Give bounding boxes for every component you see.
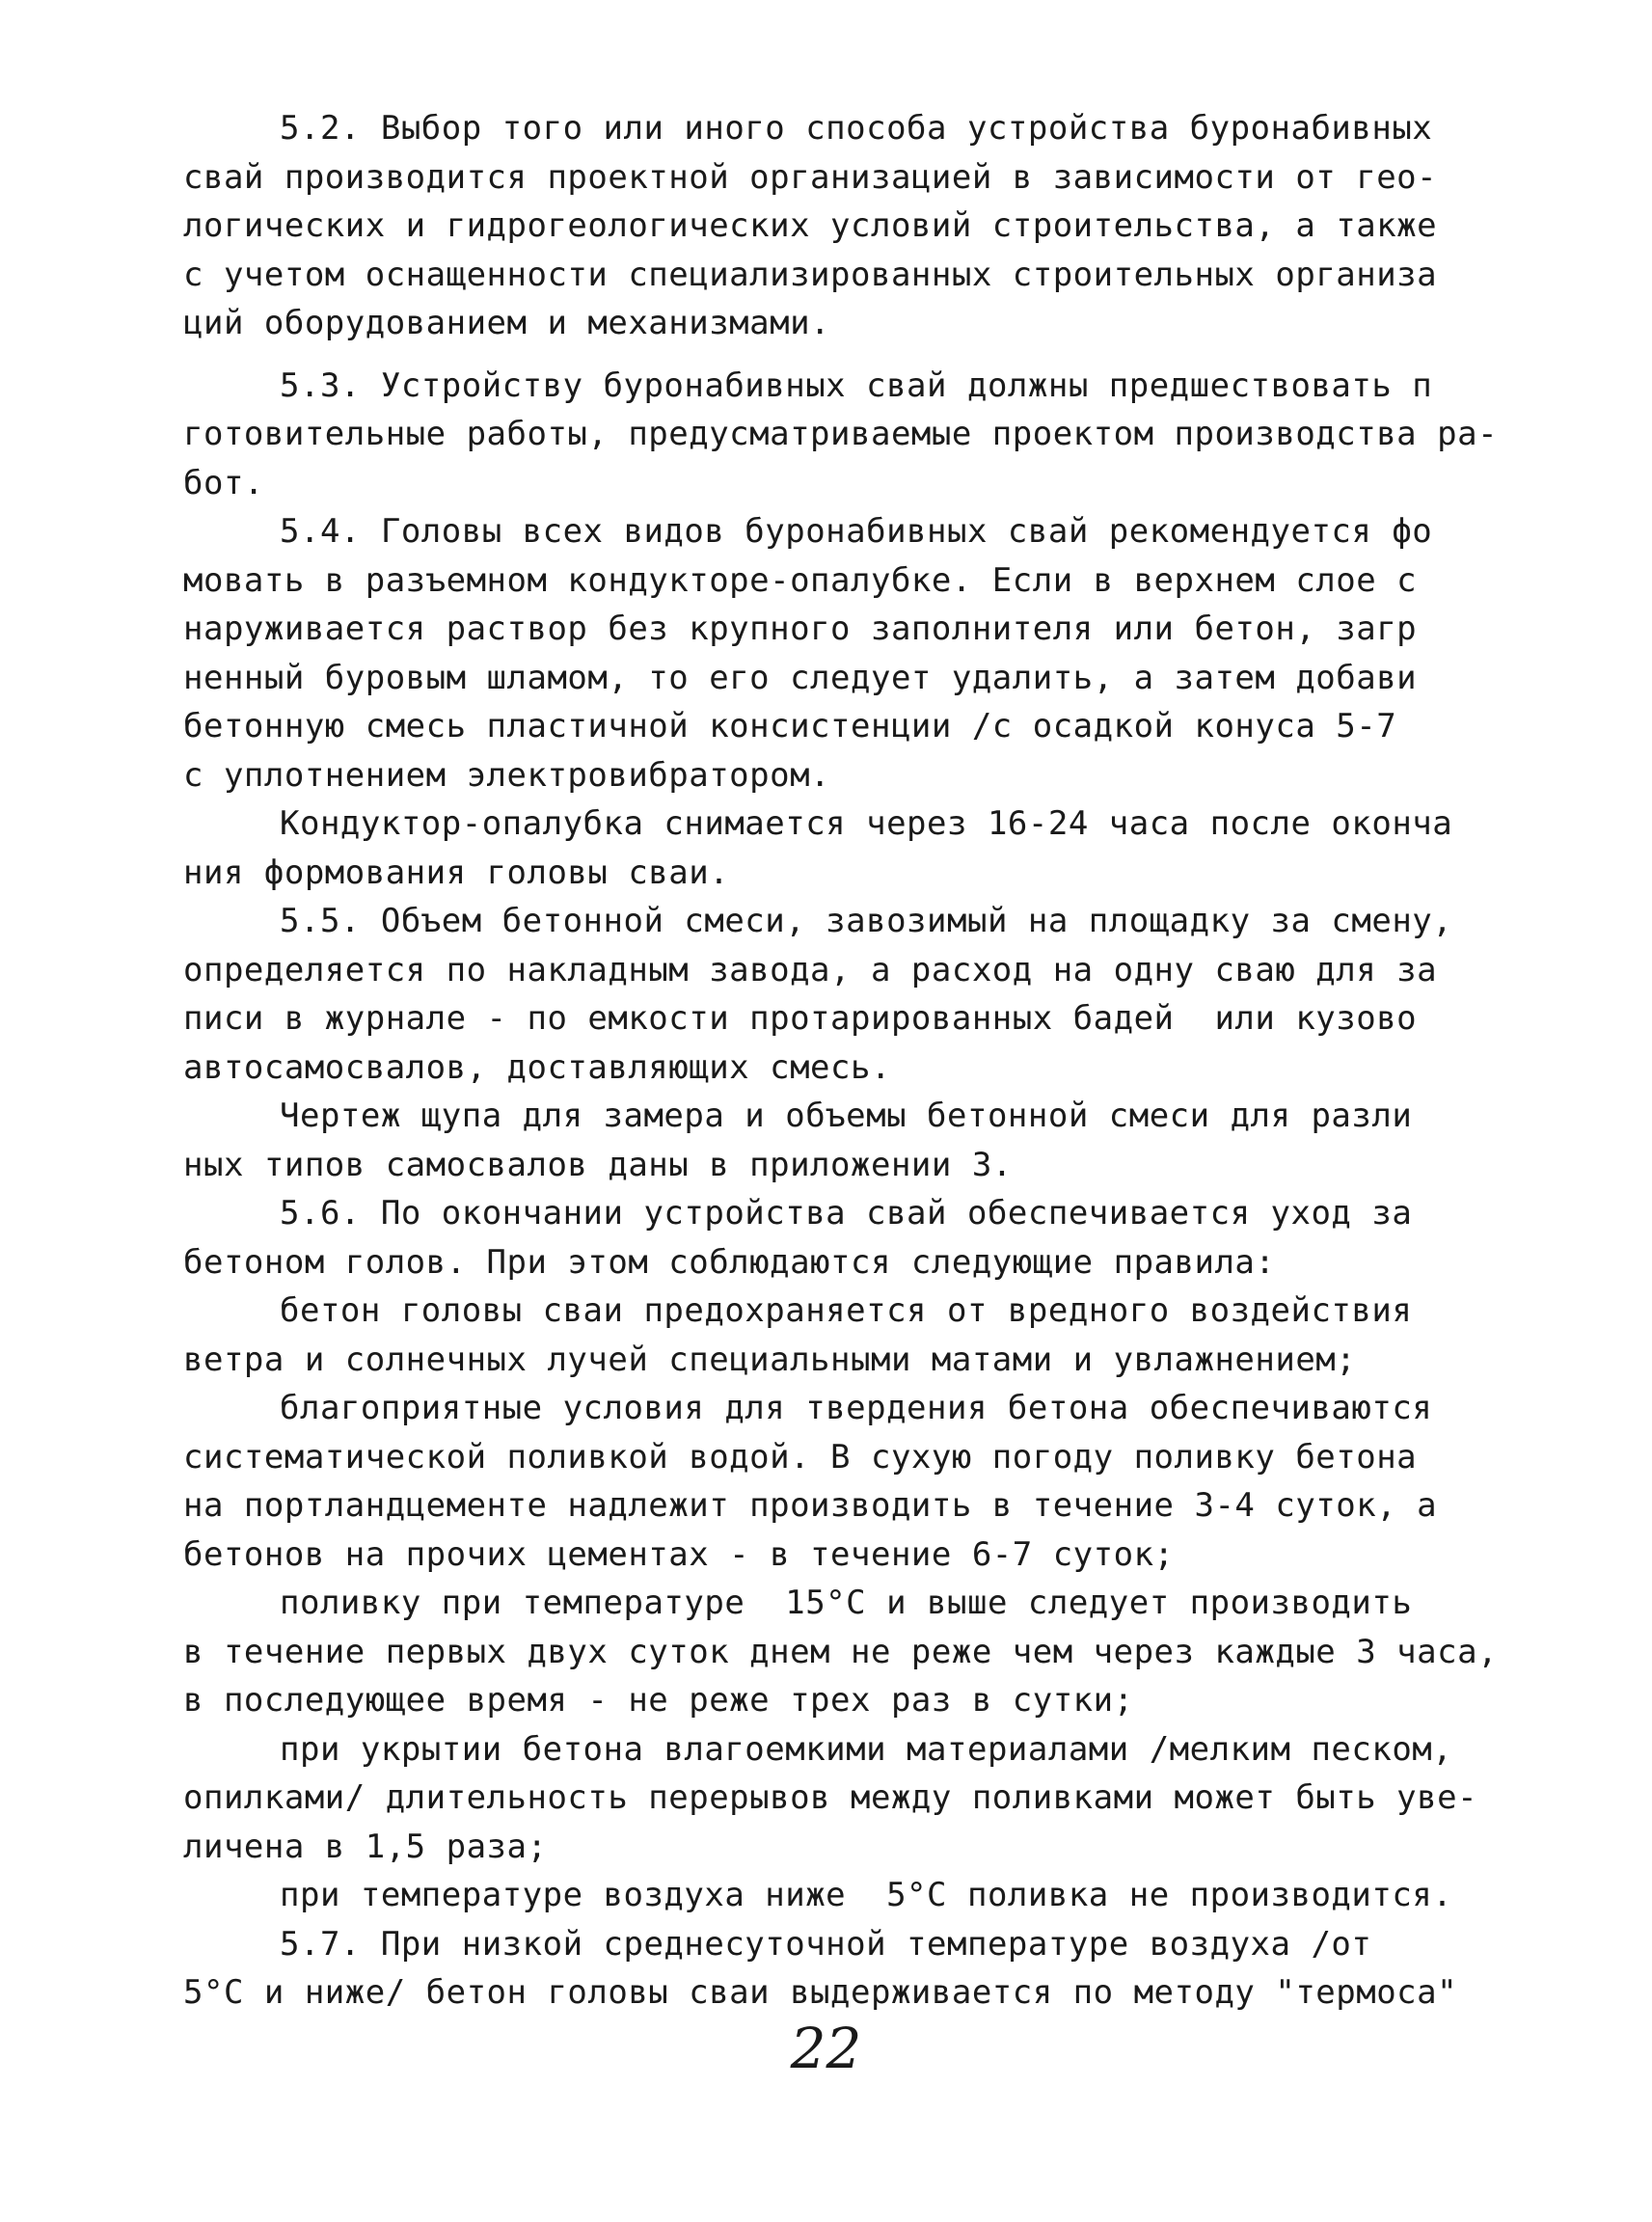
text-line: 5.3. Устройству буронабивных свай должны предшествовать п: [280, 366, 1433, 405]
text-line: автосамосвалов, доставляющих смесь.: [183, 1047, 891, 1087]
text-line: систематической поливкой водой. В сухую погоду поливку бетона: [183, 1437, 1418, 1477]
text-line: 5.6. По окончании устройства свай обеспечивается уход за: [280, 1194, 1413, 1233]
text-line: бот.: [183, 463, 264, 502]
text-line: ненный буровым шламом, то его следует удалить, а затем добави: [183, 658, 1418, 697]
text-line: наруживается раствор без крупного заполнителя или бетон, загр: [183, 610, 1418, 648]
text-line: Кондуктор-опалубка снимается через 16-24 часа после оконча: [280, 804, 1453, 843]
text-line: ных типов самосвалов даны в приложении 3.: [183, 1145, 1013, 1184]
text-line: определяется по накладным завода, а расход на одну сваю для за: [183, 950, 1438, 989]
text-line: личена в 1,5 раза;: [183, 1827, 548, 1866]
text-line: с учетом оснащенности специализированных строительных организа: [183, 255, 1438, 294]
text-line: при укрытии бетона влагоемкими материалами /мелким песком,: [280, 1729, 1453, 1769]
text-line: 5°С и ниже/ бетон головы сваи выдерживается по методу "термоса": [183, 1973, 1458, 2012]
text-line: писи в журнале - по емкости протарированных бадей или кузово: [183, 999, 1418, 1038]
text-line: Чертеж щупа для замера и объемы бетонной смеси для разли: [280, 1097, 1413, 1135]
text-line: 5.7. При низкой среднесуточной температуре воздуха /от: [280, 1924, 1372, 1964]
text-line: благоприятные условия для твердения бетона обеспечиваются: [280, 1389, 1433, 1427]
text-line: готовительные работы, предусматриваемые проектом производства ра-: [183, 415, 1499, 453]
text-line: бетонную смесь пластичной консистенции /с осадкой конуса 5-7: [183, 707, 1397, 745]
text-line: на портландцементе надлежит производить в течение 3-4 суток, а: [183, 1486, 1438, 1525]
text-line: 5.5. Объем бетонной смеси, завозимый на площадку за смену,: [280, 902, 1453, 940]
text-line: бетонов на прочих цементах - в течение 6-7 суток;: [183, 1534, 1175, 1574]
text-line: бетоном голов. При этом соблюдаются следующие правила:: [183, 1242, 1276, 1282]
text-line: ния формования головы сваи.: [183, 853, 730, 892]
text-line: ветра и солнечных лучей специальными матами и увлажнением;: [183, 1340, 1357, 1379]
document-body: [183, 104, 1504, 2018]
text-line: логических и гидрогеологических условий строительства, а также: [183, 206, 1438, 245]
text-line: 5.2. Выбор того или иного способа устройства буронабивных: [280, 109, 1433, 148]
text-line: в течение первых двух суток днем не реже чем через каждые 3 часа,: [183, 1632, 1499, 1671]
text-line: 5.4. Головы всех видов буронабивных свай рекомендуется фо: [280, 512, 1433, 551]
page-number: 22: [790, 2016, 862, 2081]
text-line: мовать в разъемном кондукторе-опалубке. Если в верхнем слое с: [183, 560, 1418, 600]
text-line: опилками/ длительность перерывов между поливками может быть уве-: [183, 1778, 1478, 1817]
text-line: при температуре воздуха ниже 5°С поливка не производится.: [280, 1876, 1453, 1914]
text-line: бетон головы сваи предохраняется от вредного воздействия: [280, 1291, 1413, 1330]
text-line: свай производится проектной организацией в зависимости от гео-: [183, 157, 1438, 197]
text-line: поливку при температуре 15°С и выше следует производить: [280, 1584, 1413, 1622]
text-line: в последующее время - не реже трех раз в сутки;: [183, 1681, 1134, 1720]
text-line: с уплотнением электровибратором.: [183, 755, 831, 795]
text-line: ций оборудованием и механизмами.: [183, 304, 831, 342]
